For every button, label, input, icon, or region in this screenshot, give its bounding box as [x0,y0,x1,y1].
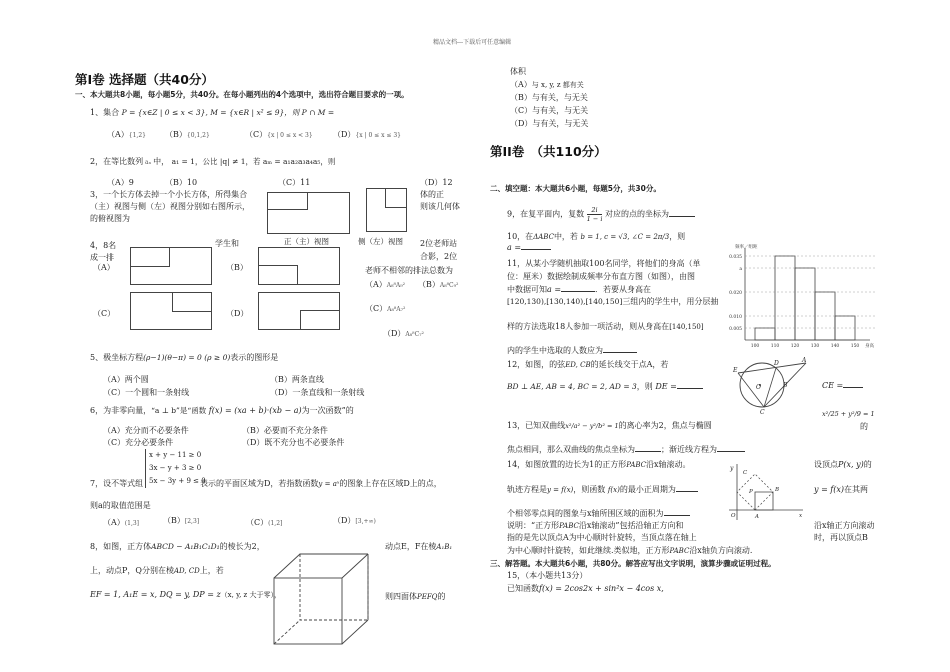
q7-option-d[interactable]: （D）[3,+∞) [333,516,376,525]
q12-line1: 12，如图，的弦ED, CB的延长线交于点A，若 [507,360,669,369]
q3-line1: 3，一个长方体去掉一个小长方体，所得集合 [90,190,248,199]
q6-stem: 6，为非零向量，“a ⊥ b”是“函数 f(x) = (xa + b)·(xb − a)为一次函数”的 [90,406,354,415]
q15-stem: 已知函数f(x) = 2cos2x + sin²x − 4cos x, [507,584,664,593]
part1-instructions: 一、本大题共8小题，每小题5分，共40分。在每小题列出的4个选项中，选出符合题目要求的一项。 [75,90,409,99]
hist-x-tick: 120 [790,344,800,349]
view-option-a-label: （A） [93,263,115,272]
q7-option-a[interactable]: （A）(1,3] [103,518,140,527]
circle-label-d: D [774,360,779,367]
q8-line1: 8，如图，正方体ABCD − A₁B₁C₁D₁的棱长为2， [90,542,265,551]
q15-label: 15，（本小题共13分） [507,571,588,580]
square-label-b: B [775,487,780,493]
q1-expr: P = {x∈Z | 0 ≤ x < 3}, M = {x∈R | x² ≤ 9}，则 P ∩ M = [121,108,335,117]
q2-stem: 2，在等比数列 aₙ 中， a₁ = 1，公比 |q| ≠ 1，若 aₘ = a₁a₂a₃a₄a₅，则 [90,157,336,166]
hist-y-tick: a [739,267,742,272]
q4-line1: 4，8名 [90,241,117,250]
q8-line2: 上，动点P，Q分别在棱AD, CD上，若 [90,566,224,575]
view-option-d-label: （D） [226,309,249,318]
front-view-inner [267,192,308,210]
circle-figure [730,355,810,415]
q11-line6: 内的学生中选取的人数应为 [507,345,637,356]
hist-y-label: 频率／组距 [735,245,758,250]
q8-right1: 动点E，F在棱A₁B₁ [385,542,453,551]
rolling-square-figure [715,462,805,522]
part2-instructions: 二、填空题：本大题共6小题，每题5分，共30分。 [490,184,661,193]
view-option-b-label: （B） [226,263,248,272]
part3-instructions: 三、解答题。本大题共6小题，共80分。解答应写出文字说明，演算步骤或证明过程。 [490,559,776,568]
hist-x-label: 身高 [865,344,874,349]
q1-option-b[interactable]: （B）{0,1,2} [165,130,210,139]
view-option-a-inner [130,247,170,267]
q13-line2: 焦点相同，那么双曲线的焦点坐标为 ；渐近线方程为 [507,444,745,455]
q12-line2: BD ⊥ AE, AB = 4, BC = 2, AD = 3，则 DE = [507,381,703,392]
q11-line4: [120,130),[130,140),[140,150]三组内的学生中，用分层抽 [507,297,719,306]
topright-option-a[interactable]: （A）与 x, y, z 都有关 [510,80,584,89]
q4-option-c[interactable]: （C）A₈⁸A₇² [365,304,406,313]
q6-option-c[interactable]: （C）充分必要条件 [103,438,174,447]
q11-line3: 中数据可知a = ．若要从身高在 [507,285,652,294]
hist-y-tick: 0.020 [729,291,742,296]
part2-title: 第II卷 （共110分） [490,144,607,159]
q14-line1: 14，如图放置的边长为1的正方形PABC沿x轴滚动。 [507,460,691,469]
q13-ellipse: x²/25 + y²/9 = 1 [822,410,875,418]
q14-right5: 时，再以顶点B [814,533,868,542]
hist-bar [795,268,815,340]
q2-option-a[interactable]: （A）9 [107,178,134,187]
q6-option-d[interactable]: （D）既不充分也不必要条件 [242,438,345,447]
circle-label-c: C [760,409,765,415]
part1-title: 第I卷 选择题（共40分） [75,72,214,87]
q13-right: 的 [860,422,868,431]
q4-mid: 学生和 [215,239,239,248]
hist-bar [755,328,775,340]
q1-option-c[interactable]: （C）{x | 0 ≤ x < 3} [245,130,313,139]
q6-option-a[interactable]: （A）充分而不必要条件 [103,426,189,435]
circle-label-b: B [783,382,788,389]
q7-option-c[interactable]: （C）(1,2] [246,518,283,527]
hist-x-tick: 130 [810,344,820,349]
circle-label-a: A [802,357,807,364]
q4-option-b[interactable]: （B）A₈⁸C₉² [418,280,459,289]
q4-option-d[interactable]: （D）A₈⁸C₇² [383,329,424,338]
q7-system: x + y − 11 ≥ 0 3x − y + 3 ≥ 0 5x − 3y + 9 ≤ 0 [145,449,206,488]
q12-ce-answer[interactable]: CE = [822,381,863,390]
hist-y-tick: 0.010 [729,315,742,320]
hist-x-tick: 140 [830,344,840,349]
topright-volume: 体积 [510,67,526,76]
q7-option-b[interactable]: （B）[2,3] [163,516,200,525]
square-label-c: C [743,470,748,476]
q10-stem: 10，在ΔABC中，若 b = 1, c = √3, ∠C = 2π/3，则 [507,232,686,241]
square-label-p: P [749,489,753,495]
q14-line3: 个相邻零点间的图象与x轴所围区域的面积为 [507,508,690,519]
q14-line6: 为中心顺时针旋转，如此继续.类似地，正方形PABC沿x轴负方向滚动. [507,546,753,555]
q4-right3: 老师不相邻的排法总数为 [365,266,453,275]
hist-y-tick: 0.005 [729,327,742,332]
circle-label-e: E [733,367,738,374]
q1-option-d[interactable]: （D）{x | 0 ≤ x ≤ 3} [333,130,401,139]
q3-right2: 则该几何体 [420,202,460,211]
header-note: 精品文档---下载后可任意编辑 [433,39,512,46]
square-label-y: y [730,465,734,472]
q4-right1: 2位老师站 [420,239,458,248]
topright-option-c[interactable]: （C）与有关，与无关 [510,106,589,115]
q13-stem: 13，已知双曲线x²/a² − y²/b² = 1的离心率为2，焦点与椭圆 [507,421,712,430]
q1-option-a[interactable]: （A）{1,2} [107,130,146,139]
hist-x-tick: 110 [770,344,780,349]
q8-right3: 则四面体PEFQ的 [385,592,446,601]
side-view-caption: 侧（左）视图 [358,237,403,246]
q7-line2: 则a的取值范围是 [90,501,151,510]
q11-line1: 11，从某小学随机抽取100名同学，将他们的身高（单 [507,259,701,268]
q5-option-a[interactable]: （A）两个圆 [103,375,149,384]
hist-x-tick: 150 [850,344,860,349]
q6-option-b[interactable]: （B）必要而不充分条件 [242,426,328,435]
q8-line3: EF = 1, A₁E = x, DQ = y, DP = z（x, y, z 大于零）， [90,590,281,599]
q1-label: 1、集合 [90,108,120,117]
q3-line2: （主）视图与侧（左）视图分别如右图所示， [90,202,250,211]
q11-line5: 样的方法选取18人参加一项活动，则从身高在[140,150] [507,322,704,331]
q2-option-d[interactable]: （D）12 [420,178,453,187]
square-label-a: A [755,514,759,520]
q4-right2: 合影，2位 [420,252,458,261]
front-view-caption: 正（主）视图 [284,237,329,246]
q7-label: 7，设不等式组 [90,479,144,488]
q5-option-d[interactable]: （D）一条直线和一条射线 [270,388,365,397]
q14-line5: 指的是先以顶点A为中心顺时针旋转，当顶点落在轴上 [507,533,697,542]
q14-right4: 沿x轴正方向滚动 [814,521,875,530]
q2-option-b[interactable]: （B）10 [165,178,198,187]
q9-stem: 9，在复平面内，复数 $\frac{2i}{1 - i}$ 对应的点的坐标为 [507,206,695,223]
q5-stem: 5、极坐标方程(ρ−1)(θ−π) = 0 (ρ ≥ 0)表示的图形是 [90,353,279,362]
hist-y-tick: 0.035 [729,255,742,260]
square-label-o: O [731,513,736,519]
topright-option-d[interactable]: （D）与有关，与无关 [510,119,589,128]
topright-option-b[interactable]: （B）与有关，与无关 [510,93,588,102]
cube-figure [272,550,372,646]
q4-line2: 成一排 [90,253,114,262]
q10-answer[interactable]: a = [507,243,551,252]
q14-line2: 轨迹方程是y = f(x)，则函数 f(x)的最小正周期为 [507,484,698,495]
q14-line4: 说明：“正方形PABC沿x轴滚动”包括沿轴正方向和 [507,521,684,530]
q3-line3: 的俯视图为 [90,214,130,223]
hist-bar [775,256,795,340]
q3-right1: 体的正 [420,190,444,199]
view-option-c-label: （C） [93,309,116,318]
q14-right2: y = f(x)在其两 [814,485,869,494]
q4-option-a[interactable]: （A）A₈⁸A₉² [365,280,406,289]
square-label-x: x [799,513,803,519]
q7-tail: 表示的平面区域为D，若指数函数y = aˣ的图象上存在区域D上的点， [200,479,442,488]
view-option-c-inner [172,292,212,312]
view-option-b-inner [258,265,298,285]
q11-line2: 位：厘米）数据绘制成频率分布直方图（如图），由图 [507,272,695,281]
circle-label-o: O [756,384,761,391]
q1-stem [90,107,334,118]
q5-option-b[interactable]: （B）两条直线 [270,375,324,384]
hist-x-tick: 100 [750,344,760,349]
q5-option-c[interactable]: （C）一个圆和一条射线 [103,388,190,397]
view-option-d-inner [300,310,340,330]
side-view-inner [385,188,407,208]
frequency-histogram [715,240,875,350]
q2-option-c[interactable]: （C）11 [278,178,311,187]
q14-right1: 设顶点P(x, y)的 [814,460,872,469]
